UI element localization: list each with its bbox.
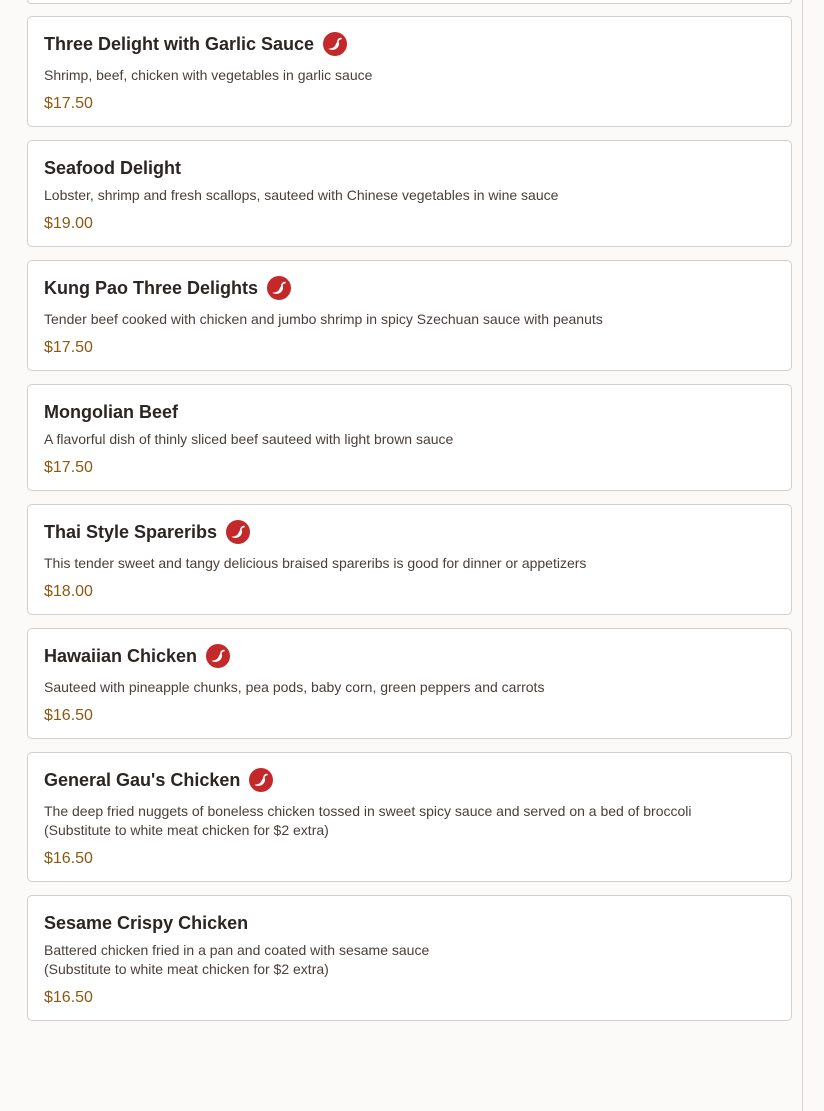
menu-item-description (44, 186, 775, 205)
chili-pepper-icon (267, 276, 291, 300)
menu-item-price: $17.50 (44, 459, 93, 476)
menu-item-description (44, 554, 775, 573)
menu-item-list (27, 16, 792, 1034)
menu-item-header (44, 519, 775, 545)
menu-item-card[interactable] (27, 384, 792, 491)
menu-item-name: Three Delight with Garlic Sauce (44, 33, 315, 54)
menu-item-card[interactable] (27, 260, 792, 371)
scroll-region-border (802, 0, 803, 1111)
menu-item-header (44, 399, 775, 425)
menu-item-name: Thai Style Spareribs (44, 521, 218, 542)
menu-item-description-line: The deep fried nuggets of boneless chicken tossed in sweet spicy sauce and served on a bed of broccoli (44, 803, 692, 819)
menu-item-description-line: Sauteed with pineapple chunks, pea pods, baby corn, green peppers and carrots (44, 679, 545, 695)
menu-item-header (44, 155, 775, 181)
menu-item-price: $17.50 (44, 95, 93, 112)
menu-item-name: Hawaiian Chicken (44, 645, 198, 666)
menu-item-description (44, 802, 775, 840)
menu-item-card[interactable] (27, 895, 792, 1021)
menu-item-description (44, 310, 775, 329)
menu-item-price: $16.50 (44, 850, 93, 867)
menu-item-card[interactable] (27, 628, 792, 739)
menu-item-name: Mongolian Beef (44, 401, 178, 422)
menu-item-description (44, 66, 775, 85)
menu-item-card[interactable] (27, 16, 792, 127)
menu-item-card[interactable] (27, 504, 792, 615)
menu-item-description-line: (Substitute to white meat chicken for $2 extra) (44, 822, 329, 838)
menu-item-header (44, 643, 775, 669)
menu-item-name: Seafood Delight (44, 157, 182, 178)
menu-item-description-line: This tender sweet and tangy delicious braised spareribs is good for dinner or appetizers (44, 555, 587, 571)
menu-item-description-line: Battered chicken fried in a pan and coated with sesame sauce (44, 942, 430, 958)
menu-item-description (44, 941, 775, 979)
menu-item-description-line: Lobster, shrimp and fresh scallops, sauteed with Chinese vegetables in wine sauce (44, 187, 559, 203)
menu-item-header (44, 767, 775, 793)
menu-item-card-partial[interactable] (27, 0, 792, 4)
menu-item-name: Kung Pao Three Delights (44, 277, 259, 298)
menu-item-description (44, 678, 775, 697)
menu-item-header (44, 31, 775, 57)
menu-item-price: $17.50 (44, 339, 93, 356)
menu-item-price: $18.00 (44, 583, 93, 600)
menu-item-price: $16.50 (44, 989, 93, 1006)
menu-item-price: $16.50 (44, 707, 93, 724)
menu-item-card[interactable] (27, 752, 792, 882)
menu-item-name: General Gau's Chicken (44, 769, 241, 790)
menu-item-description-line: A flavorful dish of thinly sliced beef sauteed with light brown sauce (44, 431, 454, 447)
menu-item-description-line: Tender beef cooked with chicken and jumbo shrimp in spicy Szechuan sauce with peanuts (44, 311, 603, 327)
menu-item-price: $19.00 (44, 215, 93, 232)
menu-item-description-line: Shrimp, beef, chicken with vegetables in garlic sauce (44, 67, 373, 83)
chili-pepper-icon (226, 520, 250, 544)
menu-item-description-line: (Substitute to white meat chicken for $2 extra) (44, 961, 329, 977)
menu-item-description (44, 430, 775, 449)
menu-item-header (44, 275, 775, 301)
chili-pepper-icon (249, 768, 273, 792)
menu-item-name: Sesame Crispy Chicken (44, 912, 249, 933)
chili-pepper-icon (206, 644, 230, 668)
menu-item-card[interactable] (27, 140, 792, 247)
menu-item-header (44, 910, 775, 936)
chili-pepper-icon (323, 32, 347, 56)
